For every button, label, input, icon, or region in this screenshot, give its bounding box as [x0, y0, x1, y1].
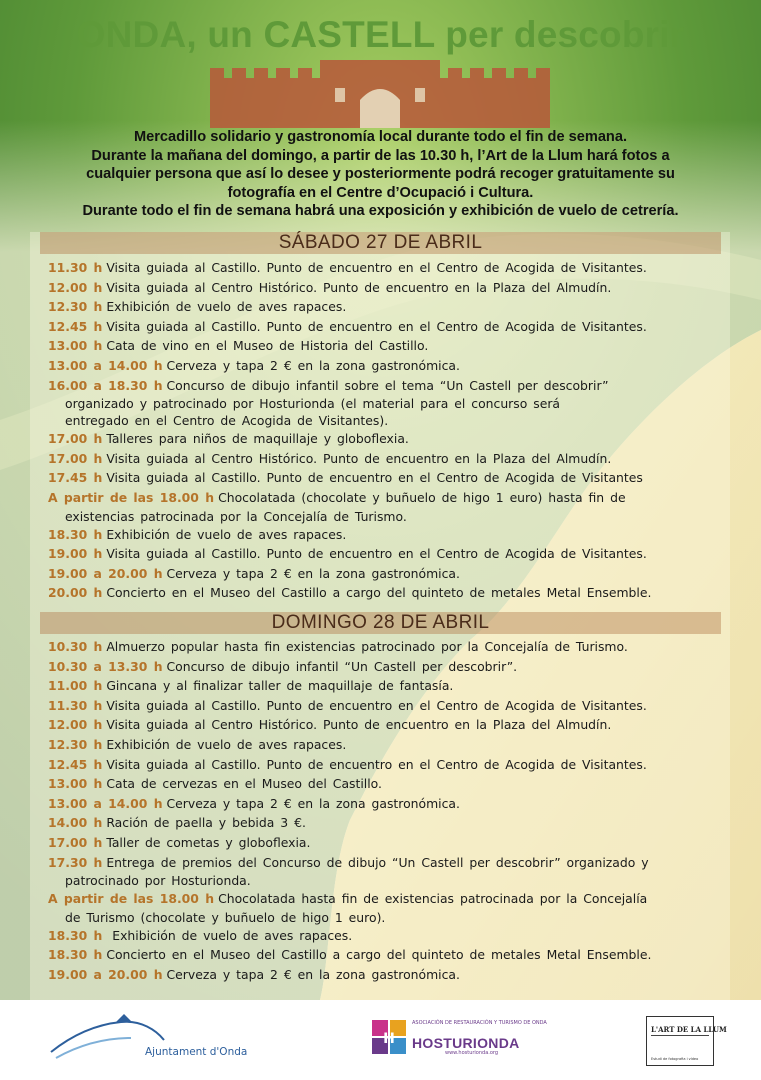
event-time: 11.00 h [48, 678, 103, 694]
event-time: 11.30 h [48, 260, 103, 275]
schedule-item [48, 945, 748, 965]
schedule-item [48, 833, 748, 853]
schedule-item [48, 376, 748, 430]
castle-illustration [210, 60, 550, 128]
event-time: 12.00 h [48, 717, 103, 733]
schedule-item [48, 755, 748, 775]
event-description-continued: patrocinado por Hosturionda. [65, 873, 251, 889]
schedule-item [48, 278, 748, 298]
schedule-item [48, 794, 748, 814]
schedule-item [48, 525, 748, 545]
event-time: 19.00 a 20.00 h [48, 966, 163, 982]
event-time: 10.30 h [48, 639, 103, 654]
sunday-heading: DOMINGO 28 DE ABRIL [40, 612, 721, 634]
event-time: 13.00 h [48, 338, 103, 354]
schedule-item [48, 429, 748, 449]
event-description: Cerveza y tapa 2 € en la zona gastronómica. [166, 565, 460, 581]
event-description: Exhibición de vuelo de aves rapaces. [106, 927, 353, 943]
event-time: 20.00 h [48, 585, 103, 601]
event-time: 17.30 h [48, 854, 103, 870]
schedule-item [48, 965, 748, 985]
intro-line: Durante la mañana del domingo, a partir de las 10.30 h, l’Art de la Llum hará fotos a [91, 147, 670, 164]
event-description: Concurso de dibujo infantil “Un Castell per descobrir”. [166, 658, 518, 674]
art-de-la-llum-label: L'ART DE LA LLUM [651, 1025, 727, 1034]
schedule-item [48, 926, 748, 946]
event-time: 17.45 h [48, 470, 103, 486]
event-description: Visita guiada al Castillo. Punto de encuentro en el Centro de Acogida de Visitantes. [106, 756, 647, 772]
event-description: Visita guiada al Centro Histórico. Punto de encuentro en la Plaza del Almudín. [106, 450, 612, 466]
event-time: 12.45 h [48, 756, 103, 772]
saturday-heading: SÁBADO 27 DE ABRIL [40, 232, 721, 254]
event-time: 12.30 h [48, 299, 103, 315]
hosturionda-url: www.hosturionda.org [445, 1050, 499, 1056]
schedule-item [48, 468, 748, 488]
schedule-item [48, 735, 748, 755]
schedule-item [48, 853, 748, 890]
schedule-item [48, 297, 748, 317]
event-time: 13.00 a 14.00 h [48, 795, 163, 811]
page-title: ONDA, un CASTELL per descobrir [76, 14, 685, 55]
hosturionda-subtitle: ASOCIACIÓN DE RESTAURACIÓN Y TURISMO DE ONDA [412, 1020, 547, 1026]
event-description: Chocolatada hasta fin de existencias patrocinada por la Concejalía [218, 891, 648, 907]
event-time: 19.00 h [48, 546, 103, 562]
schedule-item [48, 317, 748, 337]
schedule-item [48, 544, 748, 564]
intro-line: Mercadillo solidario y gastronomía local durante todo el fin de semana. [133, 129, 628, 145]
event-description: Visita guiada al Castillo. Punto de encuentro en el Centro de Acogida de Visitantes. [106, 697, 647, 713]
event-time: 17.00 h [48, 431, 103, 447]
event-description: Almuerzo popular hasta fin existencias patrocinado por la Concejalía de Turismo. [106, 639, 628, 654]
event-description: Visita guiada al Centro Histórico. Punto de encuentro en la Plaza del Almudín. [106, 279, 612, 295]
event-time: 19.00 a 20.00 h [48, 565, 163, 581]
event-time: 16.00 a 18.30 h [48, 377, 163, 393]
hosturionda-logo [372, 1020, 410, 1054]
event-description: Concierto en el Museo del Castillo a cargo del quinteto de metales Metal Ensemble. [106, 585, 652, 601]
schedule-item [48, 258, 748, 278]
schedule-item [48, 488, 748, 525]
event-description: Cata de cervezas en el Museo del Castillo. [106, 776, 382, 792]
event-description: Exhibición de vuelo de aves rapaces. [106, 736, 347, 752]
intro-block [20, 128, 741, 221]
schedule-item [48, 336, 748, 356]
event-time: 10.30 a 13.30 h [48, 658, 163, 674]
art-de-la-llum-logo [646, 1016, 727, 1066]
event-description: Concierto en el Museo del Castillo a cargo del quinteto de metales Metal Ensemble. [106, 947, 652, 963]
event-description: Cata de vino en el Museo de Historia del Castillo. [106, 338, 429, 354]
event-time: 18.30 h [48, 927, 103, 943]
event-time: 17.00 h [48, 450, 103, 466]
event-description: Exhibición de vuelo de aves rapaces. [106, 526, 347, 542]
event-time: 12.00 h [48, 279, 103, 295]
schedule-item [48, 564, 748, 584]
event-description: Exhibición de vuelo de aves rapaces. [106, 299, 347, 315]
event-description: Visita guiada al Castillo. Punto de encuentro en el Centro de Acogida de Visitantes [106, 470, 643, 486]
schedule-item [48, 696, 748, 716]
intro-line: Durante todo el fin de semana habrá una exposición y exhibición de vuelo de cetrería. [82, 203, 679, 220]
art-de-la-llum-subtitle: Estudi de fotografia i vídeo [651, 1057, 699, 1061]
event-time: 12.45 h [48, 318, 103, 334]
event-description-continued: organizado y patrocinado por Hosturionda (el material para el concurso será [65, 396, 561, 412]
schedule-item [48, 813, 748, 833]
ajuntament-onda-label: Ajuntament d'Onda [145, 1046, 248, 1058]
event-description: Talleres para niños de maquillaje y globoflexia. [106, 431, 409, 447]
event-time: 11.30 h [48, 697, 103, 713]
event-description: Cerveza y tapa 2 € en la zona gastronómica. [166, 795, 460, 811]
intro-line: cualquier persona que así lo desee y posteriormente podrá recoger gratuitamente su [86, 166, 675, 183]
event-description-continued: existencias patrocinada por la Concejalía de Turismo. [65, 508, 407, 524]
schedule-item [48, 774, 748, 794]
saturday-schedule [48, 258, 748, 603]
event-time: A partir de las 18.00 h [48, 891, 215, 907]
intro-line: fotografía en el Centre d’Ocupació i Cultura. [227, 184, 534, 201]
event-description: Entrega de premios del Concurso de dibujo “Un Castell per descobrir” organizado y [106, 854, 649, 870]
event-description: Chocolatada (chocolate y buñuelo de higo 1 euro) hasta fin de [218, 489, 626, 505]
event-time: 13.00 a 14.00 h [48, 357, 163, 373]
event-description: Cerveza y tapa 2 € en la zona gastronómica. [166, 966, 460, 982]
hosturionda-label: HOSTURIONDA [412, 1035, 520, 1051]
event-description: Concurso de dibujo infantil sobre el tema “Un Castell per descobrir” [166, 377, 609, 393]
event-description: Gincana y al finalizar taller de maquillaje de fantasía. [106, 678, 454, 694]
event-description-continued: entregado en el Centro de Acogida de Visitantes). [65, 413, 389, 429]
event-time: 18.30 h [48, 526, 103, 542]
schedule-item [48, 449, 748, 469]
event-description: Visita guiada al Centro Histórico. Punto de encuentro en la Plaza del Almudín. [106, 717, 612, 733]
event-time: 17.00 h [48, 834, 103, 850]
schedule-item [48, 676, 748, 696]
event-time: 13.00 h [48, 776, 103, 792]
schedule-item [48, 637, 748, 657]
event-time: 14.00 h [48, 815, 103, 831]
event-description: Cerveza y tapa 2 € en la zona gastronómica. [166, 357, 460, 373]
event-description: Ración de paella y bebida 3 €. [106, 815, 306, 831]
event-description: Visita guiada al Castillo. Punto de encuentro en el Centro de Acogida de Visitantes. [106, 546, 647, 562]
event-time: 12.30 h [48, 736, 103, 752]
schedule-item [48, 715, 748, 735]
schedule-item [48, 583, 748, 603]
event-description: Visita guiada al Castillo. Punto de encuentro en el Centro de Acogida de Visitantes. [106, 318, 647, 334]
schedule-item [48, 356, 748, 376]
svg-text:H: H [383, 1031, 395, 1047]
sunday-schedule [48, 637, 748, 985]
schedule-item [48, 657, 748, 677]
event-description-continued: de Turismo (chocolate y buñuelo de higo 1 euro). [65, 909, 386, 925]
schedule-item [48, 889, 748, 926]
event-time: A partir de las 18.00 h [48, 489, 215, 505]
event-time: 18.30 h [48, 947, 103, 963]
event-description: Taller de cometas y globoflexia. [106, 834, 311, 850]
event-description: Visita guiada al Castillo. Punto de encuentro en el Centro de Acogida de Visitantes. [106, 260, 647, 275]
divider [651, 1035, 709, 1036]
